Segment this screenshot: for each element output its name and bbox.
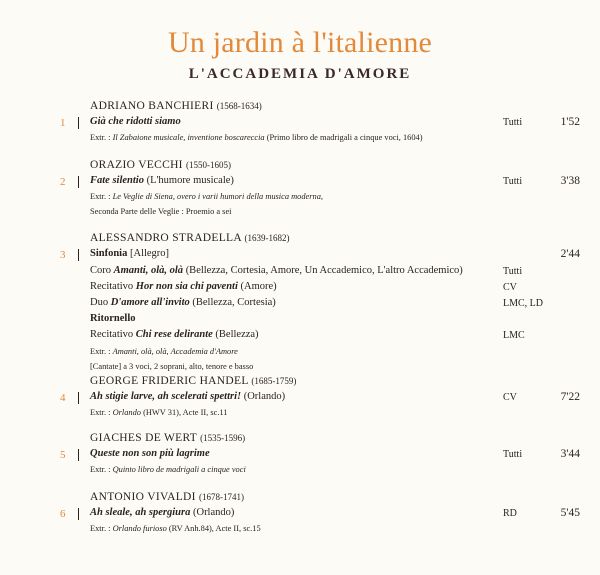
work-line: [90, 391, 285, 402]
part-title: Hor non sia chi paventi: [135, 281, 238, 292]
part-line: [90, 297, 276, 308]
track-number: 6: [60, 508, 66, 520]
track-number: 4: [60, 392, 66, 404]
extract-line: [90, 465, 246, 474]
composer-line: [90, 432, 245, 444]
extract-label: Extr. :: [90, 524, 113, 533]
composer-line: [90, 159, 231, 171]
composer-dates: (1535-1596): [200, 433, 246, 443]
work-title: Queste non son più lagrime: [90, 448, 210, 459]
part-detail: (Amore): [237, 281, 277, 292]
part-title: Sinfonia: [90, 248, 128, 259]
album-title: Un jardin à l'italienne: [167, 26, 433, 59]
duration: 7'22: [560, 391, 580, 403]
performers: RD: [503, 508, 517, 519]
extract-detail: (Primo libro de madrigali a cinque voci, 1604): [264, 133, 423, 142]
extract-label: Extr. :: [90, 465, 113, 474]
work-title: Fate silentio: [90, 175, 144, 186]
composer-line: [90, 491, 244, 503]
extract-line-2: Seconda Parte delle Veglie : Proemio a sei: [90, 207, 232, 216]
performers: LMC, LD: [503, 298, 543, 309]
extract-label: Extr. :: [90, 347, 113, 356]
work-detail: (L'humore musicale): [143, 175, 234, 186]
work-line: [90, 116, 181, 127]
part-detail: (Bellezza, Cortesia, Amore, Un Accademico, L'altro Accademico): [183, 265, 463, 276]
part-line: [90, 329, 259, 340]
work-title: Ah stigie larve, ah scelerati spettri!: [90, 391, 242, 402]
work-line: [90, 507, 234, 518]
extract-label: Extr. :: [90, 408, 113, 417]
track-divider: [78, 392, 79, 404]
work-line: [90, 175, 234, 186]
performers: Tutti: [503, 117, 523, 128]
part-prefix: Coro: [90, 265, 114, 276]
part-title: Ritornello: [90, 313, 136, 324]
work-title: Ah sleale, ah spergiura: [90, 507, 191, 518]
track-number: 5: [60, 449, 66, 461]
composer-name: ANTONIO VIVALDI: [90, 491, 196, 503]
track-divider: [78, 249, 79, 261]
composer-name: GIACHES DE WERT: [90, 432, 197, 444]
part-line: [90, 265, 463, 276]
composer-dates: (1685-1759): [251, 376, 297, 386]
part-prefix: Duo: [90, 297, 111, 308]
performers: LMC: [503, 330, 525, 341]
track-number: 3: [60, 249, 66, 261]
duration: 5'45: [560, 507, 580, 519]
part-detail: (Bellezza, Cortesia): [189, 297, 276, 308]
extract-label: Extr. :: [90, 192, 113, 201]
extract-line: [90, 524, 261, 533]
part-detail: (Bellezza): [212, 329, 259, 340]
part-detail: [Allegro]: [127, 248, 170, 259]
work-detail: (Orlando): [241, 391, 286, 402]
composer-line: [90, 100, 262, 112]
part-line: [90, 248, 169, 259]
extract-source: Il Zabaione musicale, inventione boscareccia: [112, 133, 265, 142]
track-divider: [78, 117, 79, 129]
duration: 3'38: [560, 175, 580, 187]
duration: 1'52: [560, 116, 580, 128]
part-line: [90, 313, 136, 324]
work-line: [90, 448, 210, 459]
work-detail: (Orlando): [190, 507, 235, 518]
extract-line: [90, 347, 238, 356]
extract-line: [90, 192, 323, 201]
extract-source: Amanti, olà, olà, Accademia d'Amore: [112, 347, 238, 356]
track-divider: [78, 508, 79, 520]
part-prefix: Recitativo: [90, 281, 136, 292]
part-prefix: Recitativo: [90, 329, 136, 340]
performers: Tutti: [503, 176, 523, 187]
part-title: Amanti, olà, olà: [113, 265, 184, 276]
ensemble-name: L'ACCADEMIA D'AMORE: [188, 66, 412, 82]
composer-name: ORAZIO VECCHI: [90, 159, 183, 171]
composer-line: [90, 375, 296, 387]
extract-label: Extr. :: [90, 133, 113, 142]
part-line: [90, 281, 277, 292]
part-title: Chi rese delirante: [135, 329, 213, 340]
extract-source: Orlando: [112, 408, 141, 417]
duration: 2'44: [560, 248, 580, 260]
extract-source: Le Veglie di Siena, overo i varii humori della musica moderna,: [112, 192, 324, 201]
track-number: 2: [60, 176, 66, 188]
extract-line: [90, 133, 423, 142]
composer-name: ADRIANO BANCHIERI: [90, 100, 214, 112]
composer-line: [90, 232, 290, 244]
performers: CV: [503, 392, 517, 403]
track-divider: [78, 176, 79, 188]
composer-name: GEORGE FRIDERIC HANDEL: [90, 375, 249, 387]
composer-name: ALESSANDRO STRADELLA: [90, 232, 242, 244]
performers: Tutti: [503, 449, 523, 460]
performers: Tutti: [503, 266, 523, 277]
composer-dates: (1639-1682): [244, 233, 290, 243]
duration: 3'44: [560, 448, 580, 460]
extract-detail: (RV Anh.84), Acte II, sc.15: [166, 524, 261, 533]
extract-detail: (HWV 31), Acte II, sc.11: [140, 408, 228, 417]
composer-dates: (1678-1741): [198, 492, 244, 502]
performers: CV: [503, 282, 517, 293]
track-divider: [78, 449, 79, 461]
extract-line-2: [Cantate] a 3 voci, 2 soprani, alto, tenore e basso: [90, 362, 254, 371]
composer-dates: (1550-1605): [186, 160, 231, 170]
work-title: Già che ridotti siamo: [90, 116, 181, 127]
track-number: 1: [60, 117, 66, 129]
extract-source: Orlando furioso: [112, 524, 167, 533]
extract-line: [90, 408, 228, 417]
composer-dates: (1568-1634): [216, 101, 262, 111]
extract-source: Quinto libro de madrigali a cinque voci: [112, 465, 246, 474]
part-title: D'amore all'invito: [110, 297, 190, 308]
